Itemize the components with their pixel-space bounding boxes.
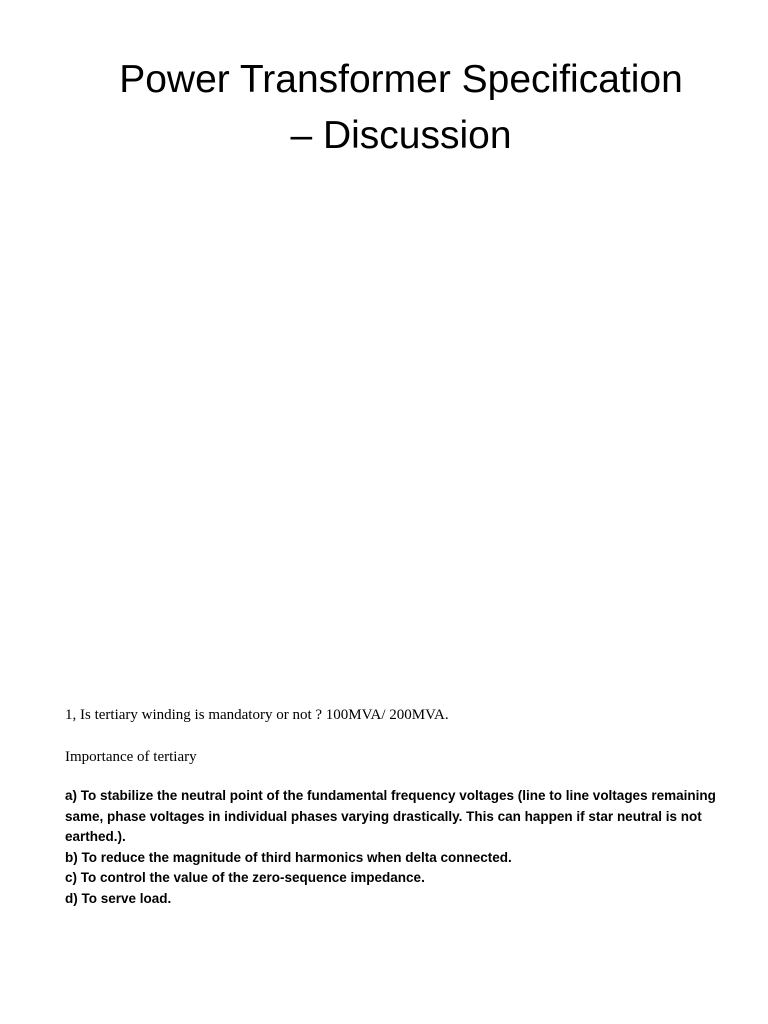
page-title <box>40 52 762 164</box>
question-text: 1, Is tertiary winding is mandatory or not ? 100MVA/ 200MVA. <box>65 707 449 723</box>
list-item: c) To control the value of the zero-sequence impedance. <box>65 870 425 885</box>
section-subheading: Importance of tertiary <box>65 749 197 765</box>
list-item: a) To stabilize the neutral point of the fundamental frequency voltages (line to line voltages remaining same, phase voltages in individual phases varying drastically. This can happen if star neutral is not earthed.). <box>65 788 716 844</box>
title-line-1: Power Transformer Specification <box>119 58 683 101</box>
title-line-2: – Discussion <box>290 114 512 157</box>
body-content <box>65 704 745 909</box>
list-item: d) To serve load. <box>65 890 172 906</box>
list-item: b) To reduce the magnitude of third harmonics when delta connected. <box>65 849 512 865</box>
importance-list <box>65 786 745 909</box>
